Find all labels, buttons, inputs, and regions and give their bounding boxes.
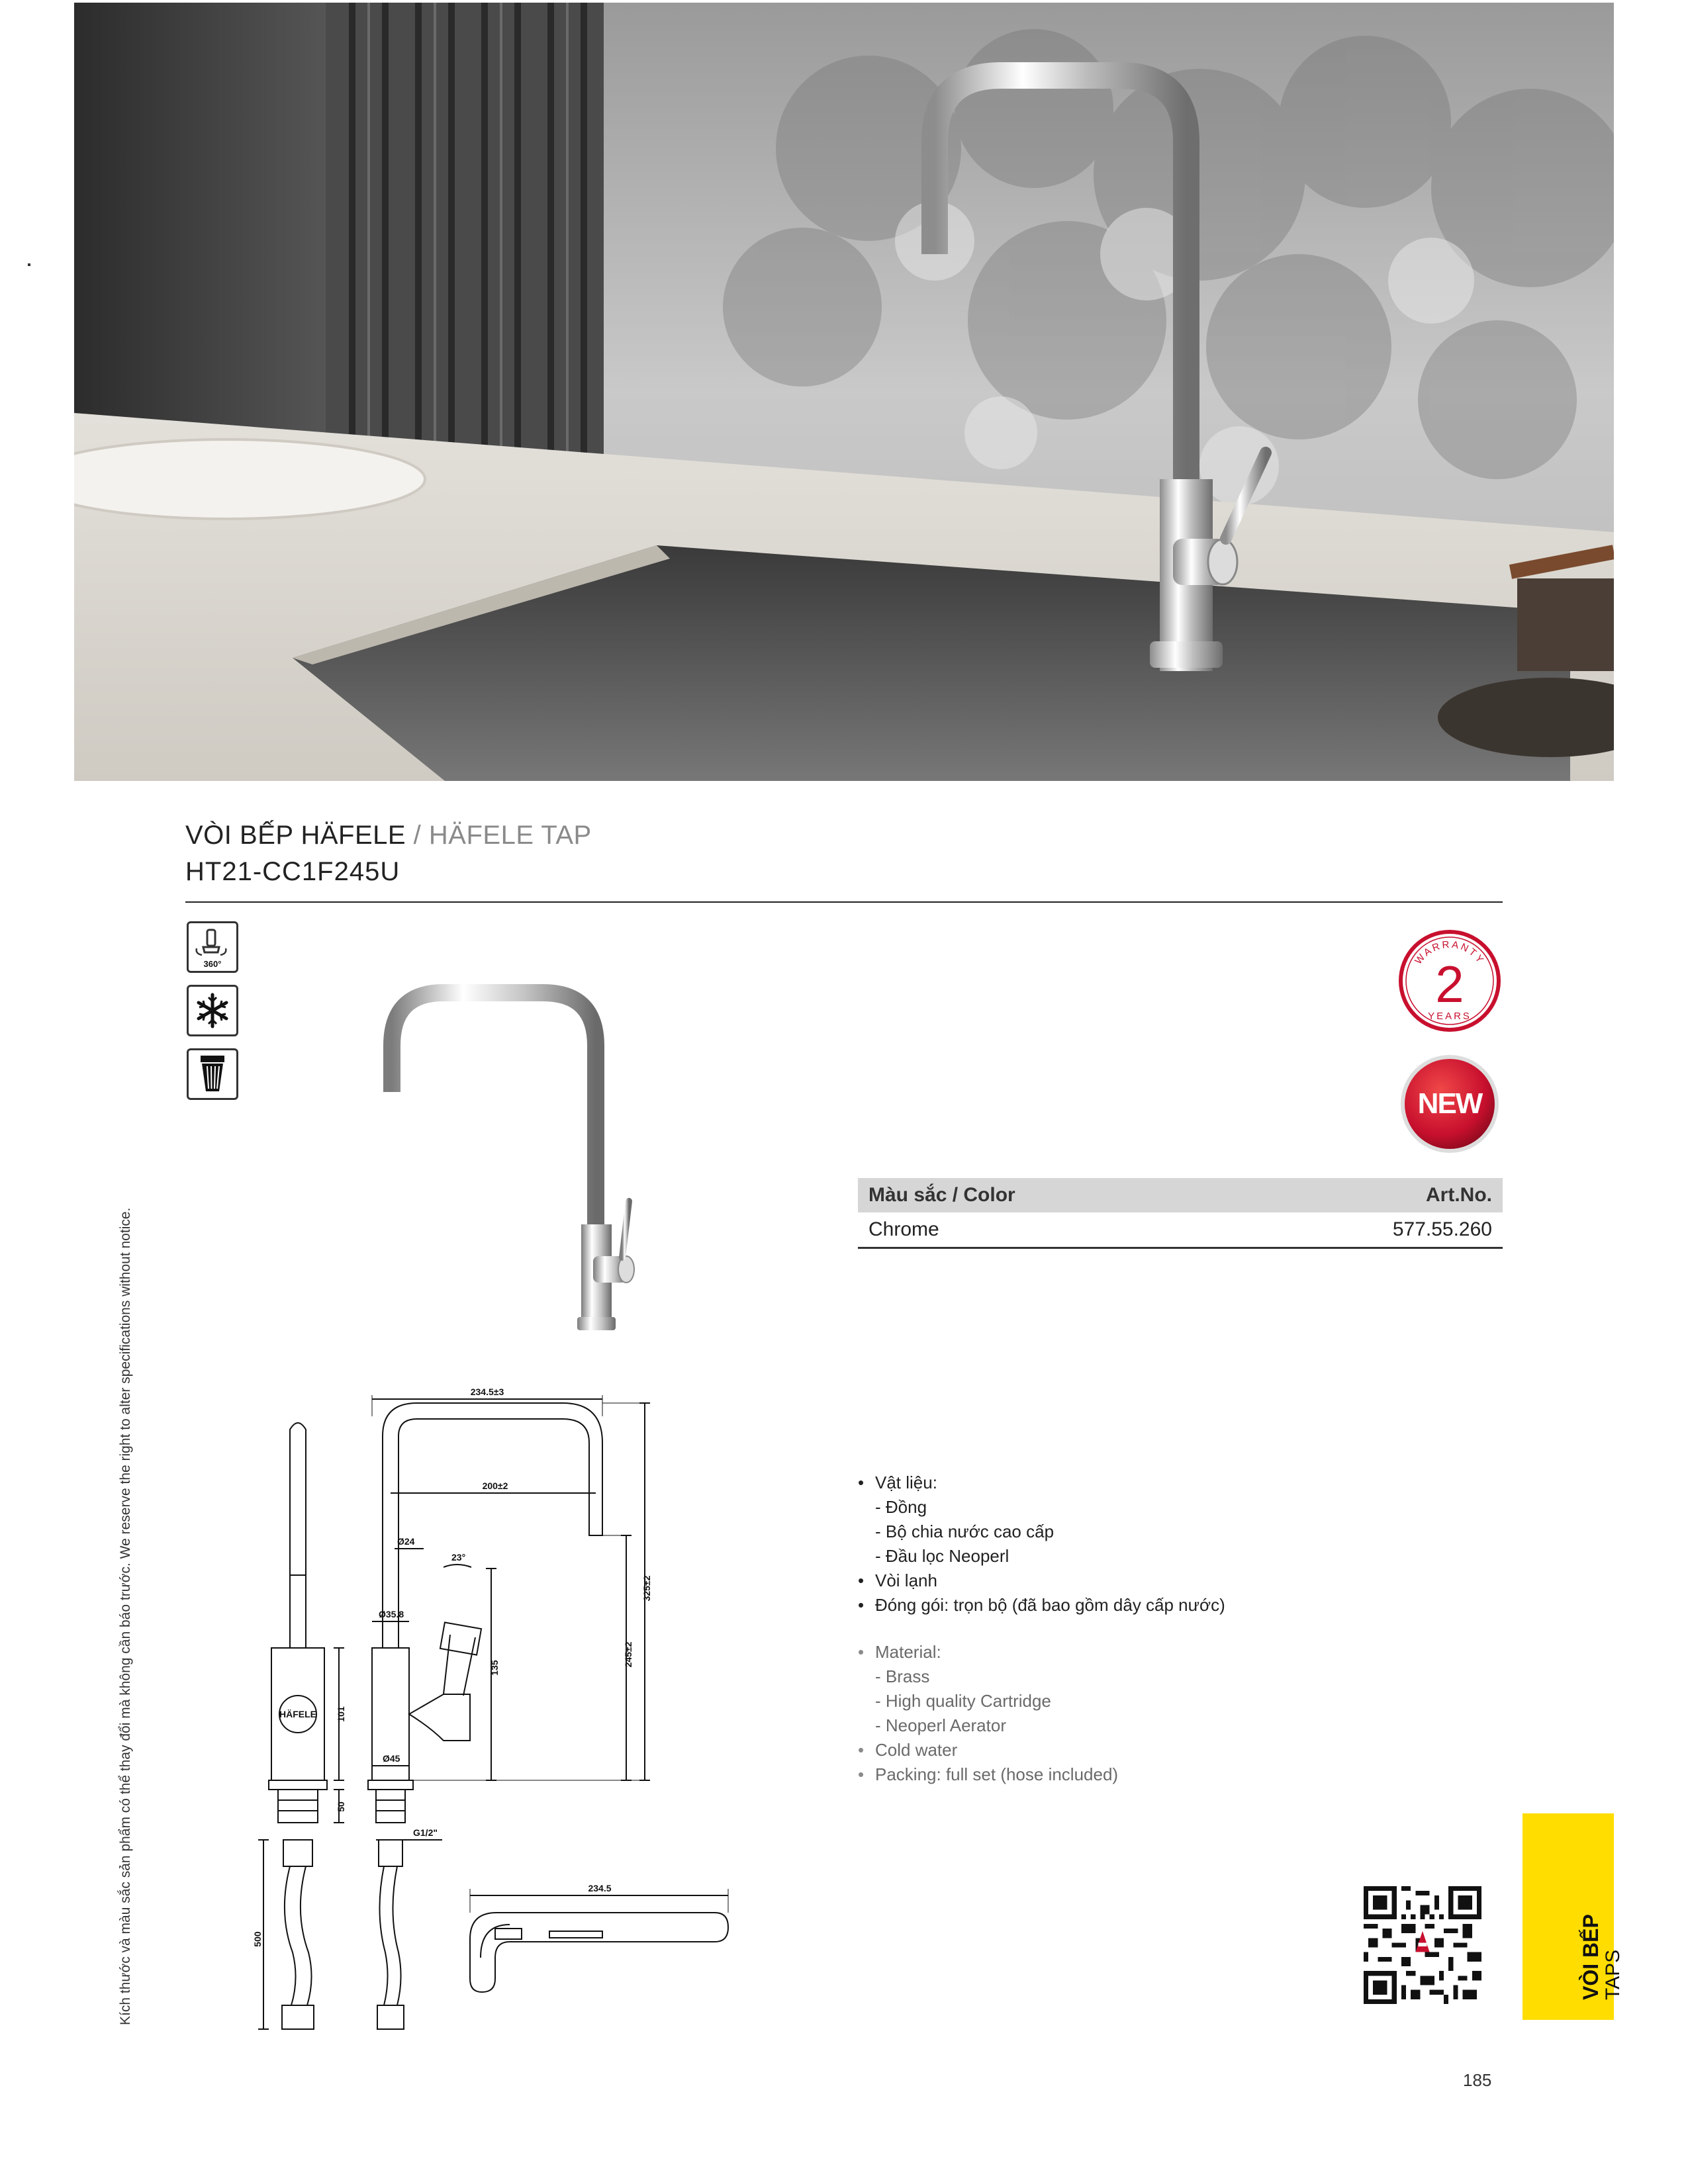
list-item: - High quality Cartridge	[875, 1691, 1051, 1711]
color-header: Màu sắc / Color	[868, 1184, 1015, 1206]
list-item: • Material:	[858, 1640, 1118, 1664]
dim-body-height: 135	[489, 1660, 500, 1676]
list-item: - Đầu lọc Neoperl	[875, 1546, 1009, 1566]
warranty-top-text: WARRANTY	[1413, 938, 1487, 967]
list-item: • Cold water	[858, 1738, 1118, 1762]
title-vi: VÒI BẾP HÄFELE	[185, 821, 406, 850]
new-badge	[1398, 1052, 1501, 1156]
dim-reach: 200±2	[482, 1480, 508, 1491]
dim-total-width: 234.5±3	[470, 1387, 504, 1397]
swivel-360-label: 360°	[203, 959, 222, 969]
spec-table	[858, 1178, 1503, 1249]
new-label: NEW	[1417, 1087, 1482, 1120]
dim-spout-height: 245±2	[623, 1641, 633, 1668]
side-view	[258, 1423, 327, 2029]
artno-value: 577.55.260	[1392, 1218, 1492, 1240]
list-item: - Brass	[875, 1666, 930, 1686]
dim-101: 101	[336, 1706, 346, 1722]
features-vi	[858, 1471, 1225, 1617]
dim-hose: 500	[252, 1931, 263, 1947]
product-image	[371, 973, 675, 1343]
stray-dot	[28, 263, 30, 266]
list-item: - Bộ chia nước cao cấp	[875, 1522, 1055, 1541]
warranty-bottom-text: YEARS	[1428, 1011, 1472, 1022]
dim-total-height: 325±2	[641, 1575, 652, 1602]
list-item: • Vòi lạnh	[858, 1569, 1225, 1593]
title-divider	[185, 901, 1503, 903]
dim-tube-diameter: Ø24	[397, 1536, 415, 1547]
color-value: Chrome	[868, 1218, 939, 1240]
hero-photo	[74, 3, 1614, 781]
cold-water-icon	[187, 985, 238, 1036]
artno-header: Art.No.	[1426, 1184, 1492, 1206]
product-title	[185, 821, 592, 850]
section-tab-vi: VÒI BẾP	[1579, 1914, 1603, 2000]
list-item: • Vật liệu:	[858, 1471, 1225, 1495]
warranty-number: 2	[1435, 955, 1464, 1013]
side-disclaimer: Kích thước và màu sắc sản phẩm có thể thay đổi mà không cần báo trước. We reserve the right to alter specifications without notice.	[118, 1207, 133, 2025]
swivel-360-icon	[187, 921, 238, 973]
section-tab-en: TAPS	[1602, 1949, 1624, 2000]
dim-top-width: 234.5	[588, 1883, 612, 1893]
list-item: • Đóng gói: trọn bộ (đã bao gồm dây cấp nước)	[858, 1593, 1225, 1617]
spec-table-header	[858, 1178, 1503, 1212]
top-view	[470, 1889, 728, 1992]
title-separator: /	[406, 821, 429, 850]
section-tab	[1523, 1813, 1624, 2020]
neoperl-aerator-icon	[187, 1048, 238, 1100]
list-item: - Đồng	[875, 1497, 927, 1517]
dim-angle: 23°	[451, 1552, 466, 1563]
dim-base-diameter: Ø45	[383, 1753, 400, 1764]
title-en: HÄFELE TAP	[428, 821, 592, 850]
brand-mark: HÄFELE	[279, 1709, 316, 1719]
qr-code[interactable]	[1364, 1886, 1481, 2004]
hero-scene	[74, 3, 1614, 781]
warranty-badge	[1397, 928, 1503, 1034]
page-number: 185	[1463, 2070, 1492, 2090]
dim-thread: G1/2"	[413, 1827, 438, 1838]
model-code: HT21-CC1F245U	[185, 857, 400, 886]
list-item: - Neoperl Aerator	[875, 1715, 1006, 1735]
table-row	[858, 1212, 1503, 1249]
dim-body-diameter: Ø35.8	[379, 1609, 404, 1619]
features-en	[858, 1640, 1118, 1787]
list-item: • Packing: full set (hose included)	[858, 1762, 1118, 1787]
technical-drawing	[232, 1383, 748, 2038]
dim-50: 50	[336, 1801, 346, 1812]
